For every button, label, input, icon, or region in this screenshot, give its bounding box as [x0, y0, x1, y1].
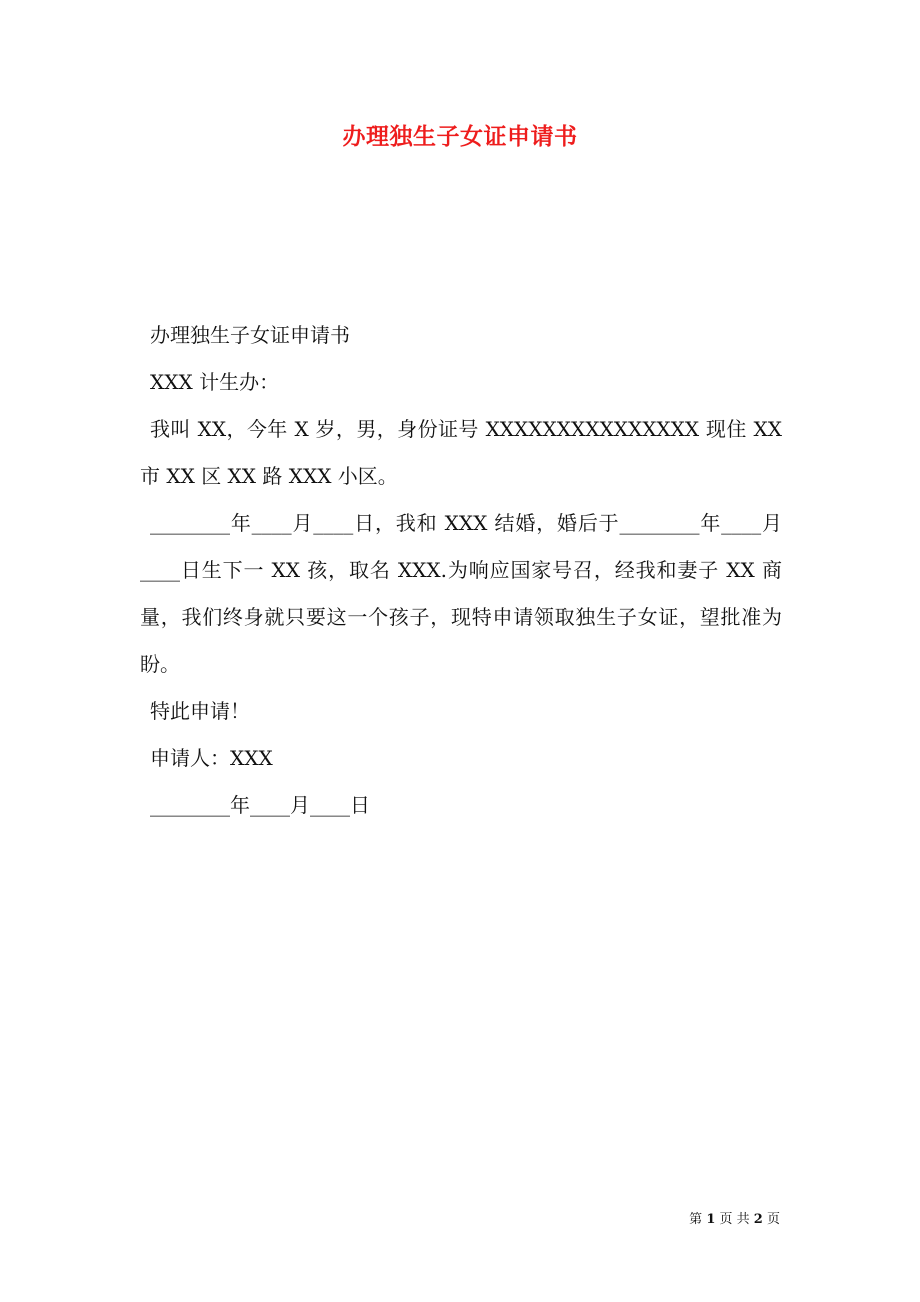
footer-middle: 页 共 [719, 1212, 750, 1227]
marriage-child-paragraph: ________年____月____日，我和 XXX 结婚，婚后于________年____月____日生下一 XX 孩，取名 XXX.为响应国家号召，经我和妻子 XX 商量，我们终身就只要这一个孩子，现特申请领取独生子女证，望批准为盼。 [140, 511, 782, 676]
page-footer [0, 1208, 780, 1227]
footer-prefix: 第 [689, 1212, 703, 1227]
document-body [140, 312, 782, 829]
body-heading: 办理独生子女证申请书 [150, 323, 350, 347]
date-line: ________年____月____日 [150, 793, 370, 817]
total-page-count: 2 [753, 1212, 763, 1227]
closing-line: 特此申请！ [150, 699, 250, 723]
footer-suffix: 页 [766, 1212, 780, 1227]
document-title: 办理独生子女证申请书 [342, 123, 578, 150]
applicant-info-paragraph: 我叫 XX，今年 X 岁，男，身份证号 XXXXXXXXXXXXXXX 现住 XX 市 XX 区 XX 路 XXX 小区。 [140, 417, 782, 488]
current-page-number: 1 [706, 1212, 716, 1227]
recipient-line: XXX 计生办： [150, 370, 280, 394]
applicant-signature-line: 申请人：XXX [150, 746, 273, 770]
